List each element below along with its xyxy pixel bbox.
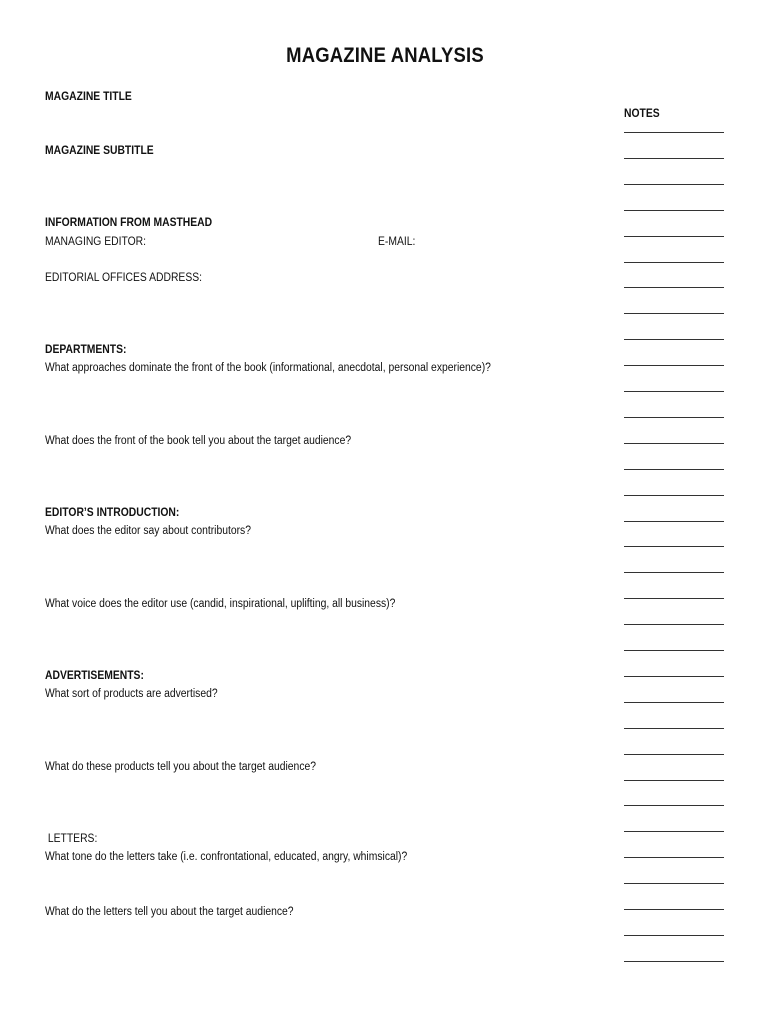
notes-line[interactable]	[624, 831, 724, 832]
magazine-title-label: MAGAZINE TITLE	[45, 91, 132, 103]
notes-line[interactable]	[624, 495, 724, 496]
notes-line[interactable]	[624, 650, 724, 651]
notes-line[interactable]	[624, 236, 724, 237]
notes-line[interactable]	[624, 287, 724, 288]
departments-question-2: What does the front of the book tell you about the target audience?	[45, 435, 352, 447]
notes-line[interactable]	[624, 909, 724, 910]
ads-question-2: What do these products tell you about the target audience?	[45, 761, 317, 773]
notes-line[interactable]	[624, 935, 724, 936]
notes-line[interactable]	[624, 262, 724, 263]
notes-line[interactable]	[624, 158, 724, 159]
notes-line[interactable]	[624, 443, 724, 444]
notes-line[interactable]	[624, 313, 724, 314]
notes-line[interactable]	[624, 184, 724, 185]
notes-line[interactable]	[624, 391, 724, 392]
notes-line[interactable]	[624, 805, 724, 806]
advertisements-heading: ADVERTISEMENTS:	[45, 670, 144, 682]
notes-line[interactable]	[624, 676, 724, 677]
magazine-subtitle-label: MAGAZINE SUBTITLE	[45, 145, 154, 157]
letters-heading: LETTERS:	[45, 833, 98, 845]
editor-intro-heading: EDITOR’S INTRODUCTION:	[45, 507, 180, 519]
notes-line[interactable]	[624, 598, 724, 599]
departments-question-1: What approaches dominate the front of the book (informational, anecdotal, personal experience)?	[45, 362, 491, 374]
masthead-heading: INFORMATION FROM MASTHEAD	[45, 217, 213, 229]
ads-question-1: What sort of products are advertised?	[45, 688, 218, 700]
notes-line[interactable]	[624, 624, 724, 625]
editorial-offices-address-label: EDITORIAL OFFICES ADDRESS:	[45, 272, 203, 284]
letters-question-2: What do the letters tell you about the target audience?	[45, 906, 294, 918]
notes-line[interactable]	[624, 883, 724, 884]
notes-line[interactable]	[624, 572, 724, 573]
letters-question-1: What tone do the letters take (i.e. confrontational, educated, angry, whimsical)?	[45, 851, 408, 863]
notes-line[interactable]	[624, 469, 724, 470]
managing-editor-label: MANAGING EDITOR:	[45, 236, 147, 248]
notes-line[interactable]	[624, 728, 724, 729]
notes-line[interactable]	[624, 857, 724, 858]
notes-label: NOTES	[624, 108, 660, 120]
editor-question-1: What does the editor say about contributors?	[45, 525, 251, 537]
notes-line[interactable]	[624, 702, 724, 703]
notes-line[interactable]	[624, 132, 724, 133]
notes-line[interactable]	[624, 754, 724, 755]
notes-line[interactable]	[624, 546, 724, 547]
notes-line[interactable]	[624, 521, 724, 522]
notes-line[interactable]	[624, 339, 724, 340]
departments-heading: DEPARTMENTS:	[45, 344, 127, 356]
notes-line[interactable]	[624, 961, 724, 962]
notes-line[interactable]	[624, 780, 724, 781]
email-label: E-MAIL:	[378, 236, 416, 248]
page-title: MAGAZINE ANALYSIS	[286, 44, 484, 67]
notes-line[interactable]	[624, 417, 724, 418]
notes-line[interactable]	[624, 210, 724, 211]
editor-question-2: What voice does the editor use (candid, inspirational, uplifting, all business)?	[45, 598, 396, 610]
notes-line[interactable]	[624, 365, 724, 366]
